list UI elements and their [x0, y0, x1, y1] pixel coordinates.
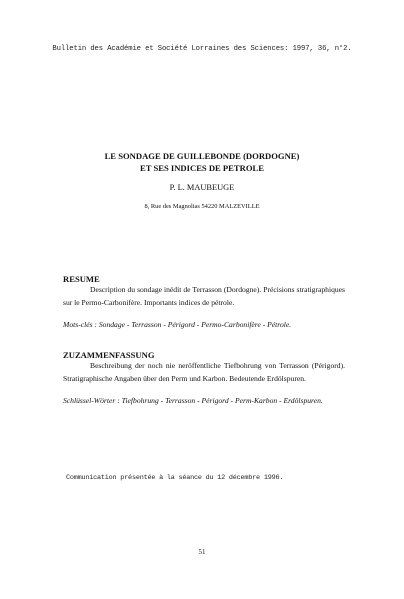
communication-note: Communication présentée à la séance du 12 décembre 1996.: [66, 474, 284, 482]
title-line-1: LE SONDAGE DE GUILLEBONDE (DORDOGNE): [104, 151, 300, 161]
zusammenfassung-section: [63, 350, 345, 408]
zusammenfassung-keywords: Schlüssel-Wörter : Tiefbohrung - Terrasson - Périgord - Perm-Karbon - Erdölspuren.: [63, 396, 323, 405]
zusammenfassung-text: Beschreibung der noch nie neröffentliche Tiefbohrung von Terrasson (Périgord). Stratigraphische Angaben über den Perm und Karbon. Bedeutende Erdölspuren.: [63, 361, 345, 383]
author-name: P. L. MAUBEUGE: [169, 183, 235, 192]
resume-section: [63, 274, 345, 332]
author-address: 8, Rue des Magnolias 54220 MALZEVILLE: [144, 203, 260, 210]
resume-text: Description du sondage inédit de Terrasson (Dordogne). Précisions stratigraphiques sur le Permo-Carbonifère. Importants indices de pétrole.: [63, 285, 345, 307]
resume-keywords: Mots-clés : Sondage - Terrasson - Périgord - Permo-Carbonifère - Pétrole.: [63, 320, 292, 329]
article-title: [0, 150, 404, 174]
zusammenfassung-heading: ZUZAMMENFASSUNG: [63, 350, 155, 360]
journal-citation: Bulletin des Académie et Société Lorraines des Sciences: 1997, 36, n°2.: [52, 45, 352, 53]
page-number: 51: [198, 548, 206, 556]
resume-heading: RESUME: [63, 274, 100, 284]
title-line-2: ET SES INDICES DE PETROLE: [139, 163, 265, 173]
